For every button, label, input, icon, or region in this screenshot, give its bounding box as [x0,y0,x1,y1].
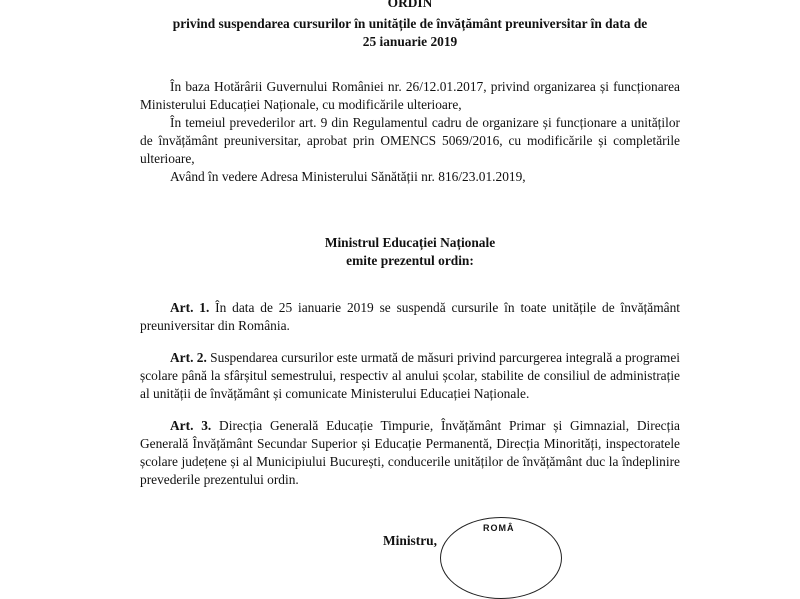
preamble-paragraph: În baza Hotărârii Guvernului României nr. 26/12.01.2017, privind organizarea și funcționarea Ministerului Educației Naționale, cu modificările ulterioare, [140,79,680,112]
document-body [140,0,680,550]
article-3 [140,417,680,489]
preamble-paragraph: Având în vedere Adresa Ministerului Sănătății nr. 816/23.01.2019, [170,169,526,184]
article-label: Art. 1. [170,300,210,315]
official-stamp [440,517,562,599]
article-2 [140,349,680,403]
issuer-name: Ministrul Educației Naționale [324,235,496,250]
signature-label [140,532,680,550]
title-line: 25 ianuarie 2019 [362,34,458,49]
issuer-action: emite prezentul ordin: [346,253,474,268]
title-line: ORDIN [387,0,433,10]
article-text: În data de 25 ianuarie 2019 se suspendă cursurile în toate unitățile de învățământ preuniversitar din România. [140,300,680,333]
article-label: Art. 3. [170,418,212,433]
issuer [140,234,680,270]
preamble [140,78,680,186]
document-title [140,0,680,51]
article-label: Art. 2. [170,350,207,365]
article-text: Suspendarea cursurilor este urmată de măsuri privind parcurgerea integrală a programei școlare până la sfârșitul semestrului, respectiv al anului școlar, stabilite de consiliul de administrație al unității de învățământ și comunicate Ministerului Educației Naționale. [140,350,680,401]
preamble-paragraph: În temeiul prevederilor art. 9 din Regulamentul cadru de organizare și funcționare a unităților de învățământ preuniversitar, aprobat prin OMENCS 5069/2016, cu modificările și completările ulterioare, [140,115,680,166]
signature-title: Ministru, [383,533,437,548]
article-text: Direcția Generală Educație Timpurie, Învățământ Primar și Gimnazial, Direcția Generală Învățământ Secundar Superior și Educație Permanentă, Direcția Minorități, inspectoratele școlare județene și al Municipiului București, conducerile unităților de învățământ duc la îndeplinire prevederile prezentului ordin. [140,418,680,487]
stamp-text: ROMÂ [483,523,515,533]
title-line: privind suspendarea cursurilor în unitățile de învățământ preuniversitar în data de [172,16,648,31]
article-1 [140,299,680,335]
